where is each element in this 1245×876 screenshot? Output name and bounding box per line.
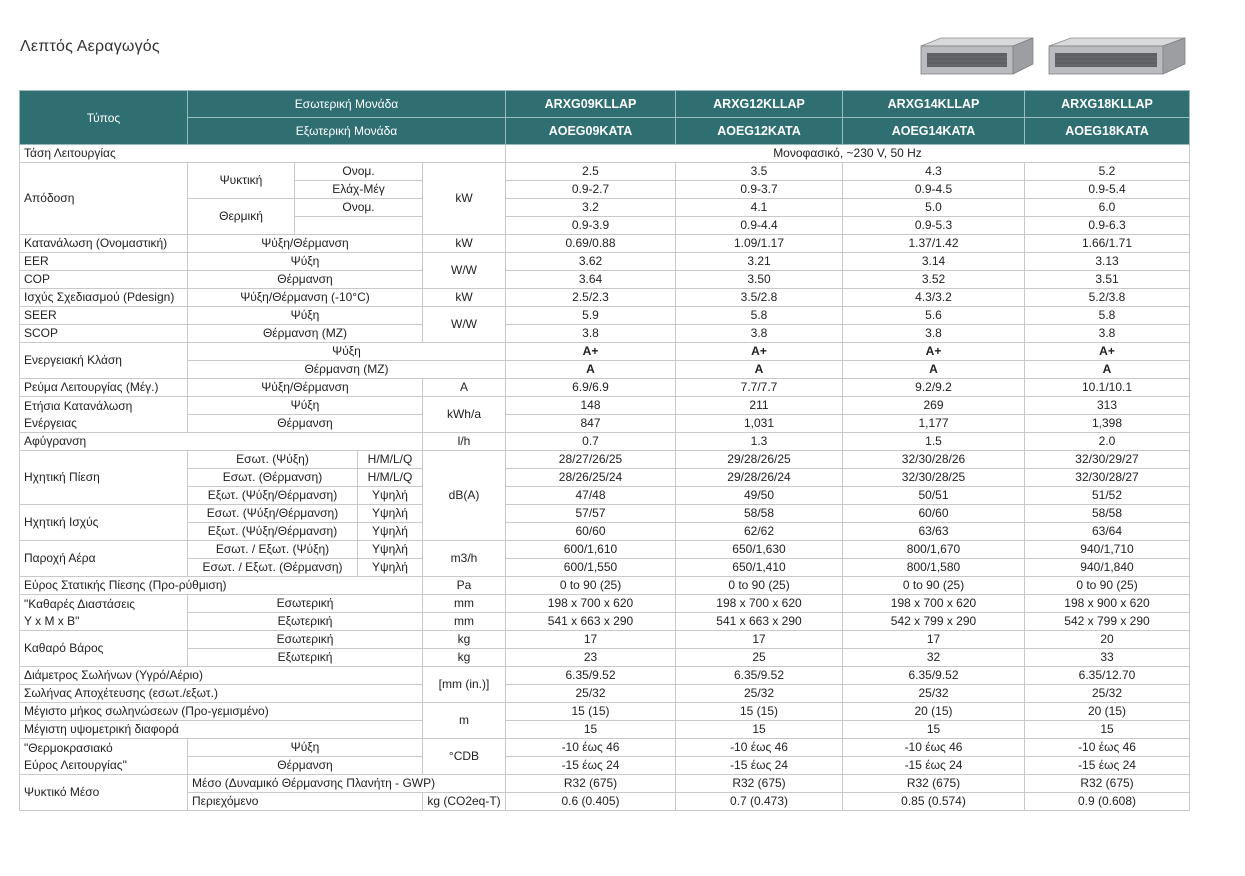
sub-label: Εσωτ. (Ψύξη/Θέρμανση) — [188, 505, 358, 523]
value-cell: 198 x 700 x 620 — [506, 595, 676, 613]
sub-label: Υψηλή — [358, 559, 423, 577]
row-energy-class-cool — [20, 343, 1190, 361]
sub-label: Υψηλή — [358, 505, 423, 523]
row-swl-out — [20, 523, 1190, 541]
value-cell: 15 — [1025, 721, 1190, 739]
sub-label: Εσωτ. (Ψύξη) — [188, 451, 358, 469]
row-label: COP — [20, 271, 188, 289]
sub-label: Εξωτερική — [188, 649, 423, 667]
row-refrigerant — [20, 775, 1190, 793]
value-cell: 25/32 — [676, 685, 843, 703]
value-cell: 58/58 — [1025, 505, 1190, 523]
value-cell: 0.9-4.5 — [843, 181, 1025, 199]
value-cell: -15 έως 24 — [676, 757, 843, 775]
energy-class-cell: A+ — [506, 343, 676, 361]
value-cell: 0.9-4.4 — [676, 217, 843, 235]
value-cell: 3.62 — [506, 253, 676, 271]
value-cell: 0.9 (0.608) — [1025, 793, 1190, 811]
value-cell: 3.51 — [1025, 271, 1190, 289]
value-cell: 541 x 663 x 290 — [676, 613, 843, 631]
outdoor-model-header: AOEG18KATA — [1025, 118, 1190, 145]
value-cell: 3.5/2.8 — [676, 289, 843, 307]
value-cell: 63/63 — [843, 523, 1025, 541]
value-cell: 3.8 — [676, 325, 843, 343]
value-cell: 0.9-2.7 — [506, 181, 676, 199]
row-scop — [20, 325, 1190, 343]
value-cell: 10.1/10.1 — [1025, 379, 1190, 397]
value-cell: 847 — [506, 415, 676, 433]
value-cell: 29/28/26/25 — [676, 451, 843, 469]
value-cell: 0.7 — [506, 433, 676, 451]
type-header: Τύπος — [20, 91, 188, 145]
sub-label: Υψηλή — [358, 541, 423, 559]
value-cell: 3.14 — [843, 253, 1025, 271]
row-spl-out — [20, 487, 1190, 505]
value-cell: 542 x 799 x 290 — [843, 613, 1025, 631]
value-cell: 25 — [676, 649, 843, 667]
value-cell: 1,177 — [843, 415, 1025, 433]
sub-label: Θέρμανση (MZ) — [188, 325, 423, 343]
value-cell: 800/1,580 — [843, 559, 1025, 577]
value-cell: 25/32 — [506, 685, 676, 703]
row-label: Εύρος Στατικής Πίεσης (Προ-ρύθμιση) — [20, 577, 423, 595]
value-cell: 0.9-6.3 — [1025, 217, 1190, 235]
value-cell: 1.37/1.42 — [843, 235, 1025, 253]
value-cell: 0 to 90 (25) — [1025, 577, 1190, 595]
row-dims-out — [20, 613, 1190, 631]
sub-label: H/M/L/Q — [358, 451, 423, 469]
outdoor-model-header: AOEG14KATA — [843, 118, 1025, 145]
row-label: Απόδοση — [20, 163, 188, 235]
sub-label: Εσωτερική — [188, 595, 423, 613]
value-cell: 3.5 — [676, 163, 843, 181]
row-current — [20, 379, 1190, 397]
value-cell: -15 έως 24 — [843, 757, 1025, 775]
value-cell: 940/1,840 — [1025, 559, 1190, 577]
sub-label: Ψύξη — [188, 253, 423, 271]
value-cell: 1,031 — [676, 415, 843, 433]
value-cell: 17 — [843, 631, 1025, 649]
value-cell: 2.5 — [506, 163, 676, 181]
value-cell: 17 — [676, 631, 843, 649]
sub-label: Υψηλή — [358, 487, 423, 505]
ducted-unit-image-1 — [917, 36, 1035, 80]
value-cell: 47/48 — [506, 487, 676, 505]
energy-class-cell: A — [676, 361, 843, 379]
energy-class-cell: A — [1025, 361, 1190, 379]
value-cell: 800/1,670 — [843, 541, 1025, 559]
indoor-model-header: ARXG14KLLAP — [843, 91, 1025, 118]
value-cell: 3.13 — [1025, 253, 1190, 271]
specifications-table — [19, 90, 1190, 811]
row-refrigerant-content — [20, 793, 1190, 811]
value-cell: 28/26/25/24 — [506, 469, 676, 487]
value-cell: 63/64 — [1025, 523, 1190, 541]
row-annual-cool — [20, 397, 1190, 415]
unit-cell: W/W — [423, 307, 506, 343]
sub-label: Εσωτ. / Εξωτ. (Ψύξη) — [188, 541, 358, 559]
value-cell: 1.66/1.71 — [1025, 235, 1190, 253]
value-cell: 62/62 — [676, 523, 843, 541]
row-label-line: Υ x Μ x Β" — [24, 613, 80, 628]
value-cell: 60/60 — [506, 523, 676, 541]
row-label: Ηχητική Πίεση — [20, 451, 188, 505]
value-cell: 0.9-5.4 — [1025, 181, 1190, 199]
row-label: Καθαρό Βάρος — [20, 631, 188, 667]
row-seer — [20, 307, 1190, 325]
value-cell: 32/30/29/27 — [1025, 451, 1190, 469]
value-cell: 5.8 — [1025, 307, 1190, 325]
sub-label: Εξωτ. (Ψύξη/Θέρμανση) — [188, 523, 358, 541]
row-drain — [20, 685, 1190, 703]
unit-cell: m — [423, 703, 506, 739]
unit-cell: kg (CO2eq-T) — [423, 793, 506, 811]
outdoor-model-header: AOEG12KATA — [676, 118, 843, 145]
unit-cell: [mm (in.)] — [423, 667, 506, 703]
value-cell: 3.52 — [843, 271, 1025, 289]
value-cell: 15 — [506, 721, 676, 739]
value-cell: R32 (675) — [1025, 775, 1190, 793]
value-cell: 3.8 — [506, 325, 676, 343]
row-label: Τάση Λειτουργίας — [20, 145, 506, 163]
value-cell: 15 (15) — [506, 703, 676, 721]
row-eer — [20, 253, 1190, 271]
row-swl-in — [20, 505, 1190, 523]
value-cell: 32 — [843, 649, 1025, 667]
value-cell: 6.35/9.52 — [843, 667, 1025, 685]
row-airflow-cool — [20, 541, 1190, 559]
value-cell: -10 έως 46 — [1025, 739, 1190, 757]
value-cell: 57/57 — [506, 505, 676, 523]
row-voltage — [20, 145, 1190, 163]
value-cell: 32/30/28/27 — [1025, 469, 1190, 487]
sub-label: Θέρμανση (MZ) — [188, 361, 506, 379]
sub-label: Ψύξη/Θέρμανση — [188, 379, 423, 397]
value-cell: 940/1,710 — [1025, 541, 1190, 559]
value-cell: 4.3 — [843, 163, 1025, 181]
row-label: Μέγιστη υψομετρική διαφορά — [20, 721, 423, 739]
value-cell: 3.8 — [843, 325, 1025, 343]
row-pipe-diameter — [20, 667, 1190, 685]
value-cell: 49/50 — [676, 487, 843, 505]
sub-label: Ψυκτική — [188, 163, 295, 199]
value-cell: 3.2 — [506, 199, 676, 217]
page-title: Λεπτός Αεραγωγός — [20, 38, 160, 55]
value-cell: R32 (675) — [676, 775, 843, 793]
value-cell: 32/30/28/25 — [843, 469, 1025, 487]
energy-class-cell: A+ — [843, 343, 1025, 361]
row-spl-in-heat — [20, 469, 1190, 487]
sub-label: Ψύξη — [188, 397, 423, 415]
row-label: Διάμετρος Σωλήνων (Υγρό/Αέριο) — [20, 667, 423, 685]
unit-cell: l/h — [423, 433, 506, 451]
value-cell: 6.9/6.9 — [506, 379, 676, 397]
row-consumption — [20, 235, 1190, 253]
unit-cell: dB(A) — [423, 451, 506, 541]
value-cell: 148 — [506, 397, 676, 415]
row-label: Ενεργειακή Κλάση — [20, 343, 188, 379]
value-cell: 25/32 — [843, 685, 1025, 703]
row-label — [20, 739, 188, 775]
row-max-height — [20, 721, 1190, 739]
outdoor-unit-header: Εξωτερική Μονάδα — [188, 118, 506, 145]
row-dehumidification — [20, 433, 1190, 451]
sub-label: Ψύξη — [188, 307, 423, 325]
row-label: SEER — [20, 307, 188, 325]
row-label-line: "Θερμοκρασιακό — [24, 740, 113, 755]
value-cell: 0 to 90 (25) — [843, 577, 1025, 595]
value-cell: 0.9-3.7 — [676, 181, 843, 199]
value-cell: -10 έως 46 — [843, 739, 1025, 757]
row-annual-heat — [20, 415, 1190, 433]
sub-label: Θερμική — [188, 199, 295, 235]
unit-cell: m3/h — [423, 541, 506, 577]
sub-label: Μέσο (Δυναμικό Θέρμανσης Πλανήτη - GWP) — [188, 775, 506, 793]
sub-label — [295, 217, 423, 235]
value-cell: 20 (15) — [1025, 703, 1190, 721]
value-cell: 15 — [843, 721, 1025, 739]
value-cell: 4.3/3.2 — [843, 289, 1025, 307]
value-cell: 1.3 — [676, 433, 843, 451]
sub-label: Υψηλή — [358, 523, 423, 541]
value-cell: 5.8 — [676, 307, 843, 325]
value-cell: 211 — [676, 397, 843, 415]
value-cell: 58/58 — [676, 505, 843, 523]
sub-label: Περιεχόμενο — [188, 793, 423, 811]
value-cell: 5.2/3.8 — [1025, 289, 1190, 307]
row-label: Ψυκτικό Μέσο — [20, 775, 188, 811]
row-label: Παροχή Αέρα — [20, 541, 188, 577]
outdoor-model-header: AOEG09KATA — [506, 118, 676, 145]
value-cell: 50/51 — [843, 487, 1025, 505]
value-cell: 542 x 799 x 290 — [1025, 613, 1190, 631]
value-cell: 0.69/0.88 — [506, 235, 676, 253]
row-label: Ηχητική Ισχύς — [20, 505, 188, 541]
row-esp — [20, 577, 1190, 595]
sub-label: Ψύξη/Θέρμανση — [188, 235, 423, 253]
indoor-model-header: ARXG12KLLAP — [676, 91, 843, 118]
energy-class-cell: A — [506, 361, 676, 379]
sub-label: Ψύξη — [188, 739, 423, 757]
value-cell: 20 — [1025, 631, 1190, 649]
value-cell: 650/1,630 — [676, 541, 843, 559]
row-label: SCOP — [20, 325, 188, 343]
unit-cell: °CDB — [423, 739, 506, 775]
row-weight-out — [20, 649, 1190, 667]
value-cell: Μονοφασικό, ~230 V, 50 Hz — [506, 145, 1190, 163]
value-cell: 15 (15) — [676, 703, 843, 721]
row-capacity-cool-nom — [20, 163, 1190, 181]
unit-cell: kW — [423, 163, 506, 235]
energy-class-cell: A — [843, 361, 1025, 379]
sub-label: Εσωτ. (Θέρμανση) — [188, 469, 358, 487]
value-cell: -15 έως 24 — [506, 757, 676, 775]
unit-cell: kW — [423, 235, 506, 253]
unit-cell: W/W — [423, 253, 506, 289]
sub-label: Θέρμανση — [188, 757, 423, 775]
row-spl-in-cool — [20, 451, 1190, 469]
row-dims-in — [20, 595, 1190, 613]
value-cell: -10 έως 46 — [676, 739, 843, 757]
row-label: Ετήσια Κατανάλωση Ενέργειας — [20, 397, 188, 433]
value-cell: 0.9-5.3 — [843, 217, 1025, 235]
value-cell: 1.5 — [843, 433, 1025, 451]
value-cell: 6.35/9.52 — [676, 667, 843, 685]
row-weight-in — [20, 631, 1190, 649]
value-cell: 60/60 — [843, 505, 1025, 523]
value-cell: 600/1,550 — [506, 559, 676, 577]
value-cell: 2.0 — [1025, 433, 1190, 451]
value-cell: 2.5/2.3 — [506, 289, 676, 307]
row-label: Ρεύμα Λειτουργίας (Μέγ.) — [20, 379, 188, 397]
sub-label: Ψύξη — [188, 343, 506, 361]
value-cell: 5.9 — [506, 307, 676, 325]
row-label-line: "Καθαρές Διαστάσεις — [24, 596, 136, 611]
sub-label: Εξωτ. (Ψύξη/Θέρμανση) — [188, 487, 358, 505]
unit-cell: kWh/a — [423, 397, 506, 433]
value-cell: 198 x 700 x 620 — [676, 595, 843, 613]
value-cell: R32 (675) — [843, 775, 1025, 793]
value-cell: 6.35/12.70 — [1025, 667, 1190, 685]
value-cell: 15 — [676, 721, 843, 739]
value-cell: 0 to 90 (25) — [676, 577, 843, 595]
value-cell: 0.7 (0.473) — [676, 793, 843, 811]
row-temp-heat — [20, 757, 1190, 775]
value-cell: 7.7/7.7 — [676, 379, 843, 397]
unit-cell: kW — [423, 289, 506, 307]
value-cell: 20 (15) — [843, 703, 1025, 721]
row-label: Μέγιστο μήκος σωληνώσεων (Προ-γεμισμένο) — [20, 703, 423, 721]
unit-cell: mm — [423, 613, 506, 631]
row-label: Αφύγρανση — [20, 433, 423, 451]
value-cell: 3.8 — [1025, 325, 1190, 343]
value-cell: 17 — [506, 631, 676, 649]
ducted-unit-image-2 — [1045, 36, 1187, 80]
sub-label: Θέρμανση — [188, 415, 423, 433]
row-label-line: Εύρος Λειτουργίας" — [24, 757, 127, 772]
value-cell: -15 έως 24 — [1025, 757, 1190, 775]
value-cell: 25/32 — [1025, 685, 1190, 703]
value-cell: 29/28/26/24 — [676, 469, 843, 487]
header-row-outdoor — [20, 118, 1190, 145]
value-cell: 1.09/1.17 — [676, 235, 843, 253]
value-cell: 0 to 90 (25) — [506, 577, 676, 595]
value-cell: 3.50 — [676, 271, 843, 289]
value-cell: 5.6 — [843, 307, 1025, 325]
indoor-model-header: ARXG18KLLAP — [1025, 91, 1190, 118]
value-cell: 650/1,410 — [676, 559, 843, 577]
value-cell: -10 έως 46 — [506, 739, 676, 757]
row-label: EER — [20, 253, 188, 271]
value-cell: 5.0 — [843, 199, 1025, 217]
value-cell: 0.85 (0.574) — [843, 793, 1025, 811]
row-capacity-heat-nom — [20, 199, 1190, 217]
value-cell: 198 x 700 x 620 — [843, 595, 1025, 613]
sub-label: H/M/L/Q — [358, 469, 423, 487]
value-cell: 269 — [843, 397, 1025, 415]
value-cell: 6.0 — [1025, 199, 1190, 217]
unit-cell: kg — [423, 649, 506, 667]
sub-label: Θέρμανση — [188, 271, 423, 289]
value-cell: 0.9-3.9 — [506, 217, 676, 235]
value-cell: 51/52 — [1025, 487, 1190, 505]
row-label: Ισχύς Σχεδιασμού (Pdesign) — [20, 289, 188, 307]
unit-cell: mm — [423, 595, 506, 613]
value-cell: 6.35/9.52 — [506, 667, 676, 685]
sub-label: Ελάχ-Μέγ — [295, 181, 423, 199]
sub-label: Εσωτερική — [188, 631, 423, 649]
value-cell: 541 x 663 x 290 — [506, 613, 676, 631]
row-label: Κατανάλωση (Ονομαστική) — [20, 235, 188, 253]
value-cell: 32/30/28/26 — [843, 451, 1025, 469]
value-cell: 5.2 — [1025, 163, 1190, 181]
value-cell: 9.2/9.2 — [843, 379, 1025, 397]
value-cell: 313 — [1025, 397, 1190, 415]
value-cell: 3.21 — [676, 253, 843, 271]
unit-cell: kg — [423, 631, 506, 649]
sub-label: Εσωτ. / Εξωτ. (Θέρμανση) — [188, 559, 358, 577]
row-temp-cool — [20, 739, 1190, 757]
indoor-model-header: ARXG09KLLAP — [506, 91, 676, 118]
value-cell: 28/27/26/25 — [506, 451, 676, 469]
value-cell: 1,398 — [1025, 415, 1190, 433]
value-cell: 23 — [506, 649, 676, 667]
row-max-length — [20, 703, 1190, 721]
sub-label: Ονομ. — [295, 163, 423, 181]
indoor-unit-header: Εσωτερική Μονάδα — [188, 91, 506, 118]
energy-class-cell: A+ — [1025, 343, 1190, 361]
unit-cell: Pa — [423, 577, 506, 595]
row-label: Σωλήνας Αποχέτευσης (εσωτ./εξωτ.) — [20, 685, 423, 703]
energy-class-cell: A+ — [676, 343, 843, 361]
value-cell: 3.64 — [506, 271, 676, 289]
value-cell: 198 x 900 x 620 — [1025, 595, 1190, 613]
value-cell: 600/1,610 — [506, 541, 676, 559]
sub-label: Ψύξη/Θέρμανση (-10°C) — [188, 289, 423, 307]
unit-cell: A — [423, 379, 506, 397]
sub-label: Εξωτερική — [188, 613, 423, 631]
value-cell: R32 (675) — [506, 775, 676, 793]
value-cell: 4.1 — [676, 199, 843, 217]
row-label — [20, 595, 188, 631]
header-row-indoor — [20, 91, 1190, 118]
row-cop — [20, 271, 1190, 289]
value-cell: 0.6 (0.405) — [506, 793, 676, 811]
row-pdesign — [20, 289, 1190, 307]
row-airflow-heat — [20, 559, 1190, 577]
row-energy-class-heat — [20, 361, 1190, 379]
value-cell: 33 — [1025, 649, 1190, 667]
sub-label: Ονομ. — [295, 199, 423, 217]
